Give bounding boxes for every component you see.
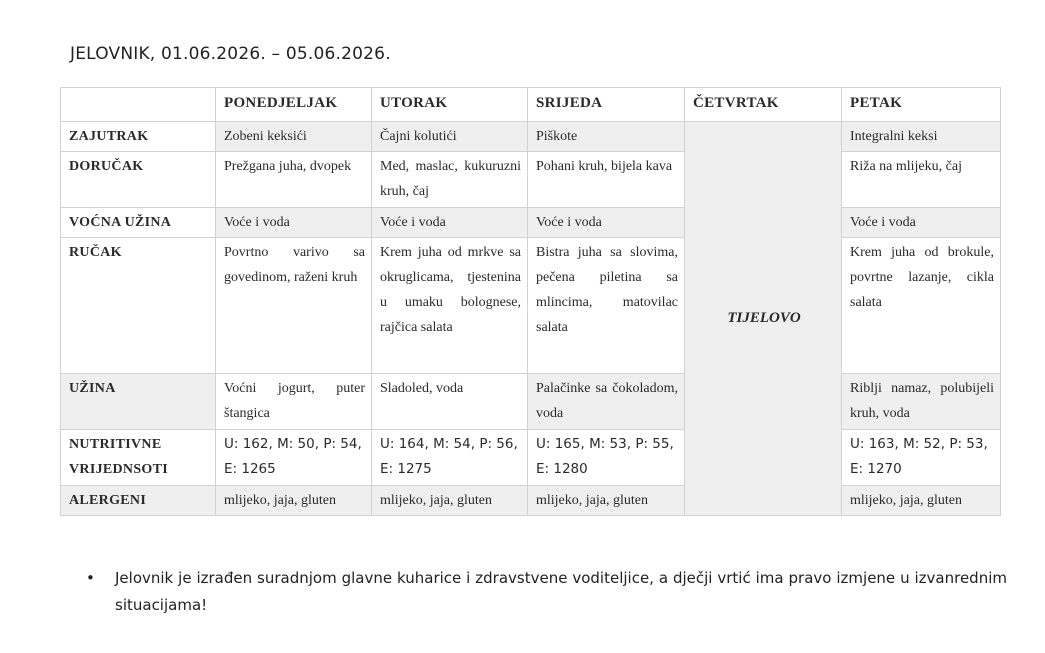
row-vocna-uzina: [61, 208, 1001, 238]
row-label: RUČAK: [61, 238, 216, 374]
row-nutritivne: [61, 430, 1001, 486]
page-title: JELOVNIK, 01.06.2026. – 05.06.2026.: [70, 44, 391, 64]
row-alergeni: [61, 486, 1001, 516]
menu-table: [60, 87, 1001, 516]
row-rucak: [61, 238, 1001, 374]
cell-friday: Krem juha od brokule, povrtne lazanje, cikla salata: [842, 238, 1001, 374]
day-header-monday: PONEDJELJAK: [216, 88, 372, 122]
row-label: DORUČAK: [61, 152, 216, 208]
day-header-friday: PETAK: [842, 88, 1001, 122]
cell-monday: Prežgana juha, dvopek: [216, 152, 372, 208]
cell-friday: U: 163, M: 52, P: 53, E: 1270: [842, 430, 1001, 486]
cell-monday: Voće i voda: [216, 208, 372, 238]
cell-monday: U: 162, M: 50, P: 54, E: 1265: [216, 430, 372, 486]
cell-tuesday: Čajni kolutići: [372, 122, 528, 152]
header-row: [61, 88, 1001, 122]
cell-monday: mlijeko, jaja, gluten: [216, 486, 372, 516]
row-dorucak: [61, 152, 1001, 208]
cell-wednesday: Piškote: [528, 122, 685, 152]
cell-tuesday: Voće i voda: [372, 208, 528, 238]
holiday-cell: TIJELOVO: [685, 122, 842, 516]
cell-friday: mlijeko, jaja, gluten: [842, 486, 1001, 516]
row-label: NUTRITIVNE VRIJEDNSOTI: [61, 430, 216, 486]
row-label: ZAJUTRAK: [61, 122, 216, 152]
footnote-text: Jelovnik je izrađen suradnjom glavne kuharice i zdravstvene voditeljice, a dječji vrtić ima pravo izmjene u izvanrednim situacijama!: [115, 569, 1007, 614]
row-label: VOĆNA UŽINA: [61, 208, 216, 238]
cell-wednesday: U: 165, M: 53, P: 55, E: 1280: [528, 430, 685, 486]
day-header-tuesday: UTORAK: [372, 88, 528, 122]
cell-tuesday: Sladoled, voda: [372, 374, 528, 430]
cell-tuesday: Krem juha od mrkve sa okruglicama, tjestenina u umaku bolognese, rajčica salata: [372, 238, 528, 374]
cell-wednesday: Bistra juha sa slovima, pečena piletina sa mlincima, matovilac salata: [528, 238, 685, 374]
cell-monday: Povrtno varivo sa govedinom, raženi kruh: [216, 238, 372, 374]
cell-wednesday: mlijeko, jaja, gluten: [528, 486, 685, 516]
footnote: [86, 565, 1007, 619]
cell-tuesday: Med, maslac, kukuruzni kruh, čaj: [372, 152, 528, 208]
cell-tuesday: mlijeko, jaja, gluten: [372, 486, 528, 516]
cell-friday: Riža na mlijeku, čaj: [842, 152, 1001, 208]
cell-tuesday: U: 164, M: 54, P: 56, E: 1275: [372, 430, 528, 486]
cell-monday: Zobeni keksići: [216, 122, 372, 152]
cell-monday: Voćni jogurt, puter štangica: [216, 374, 372, 430]
cell-friday: Voće i voda: [842, 208, 1001, 238]
cell-friday: Integralni keksi: [842, 122, 1001, 152]
day-header-wednesday: SRIJEDA: [528, 88, 685, 122]
row-uzina: [61, 374, 1001, 430]
cell-friday: Riblji namaz, polubijeli kruh, voda: [842, 374, 1001, 430]
row-label: UŽINA: [61, 374, 216, 430]
row-label: ALERGENI: [61, 486, 216, 516]
cell-wednesday: Voće i voda: [528, 208, 685, 238]
cell-wednesday: Palačinke sa čokoladom, voda: [528, 374, 685, 430]
corner-cell: [61, 88, 216, 122]
day-header-thursday: ČETVRTAK: [685, 88, 842, 122]
bullet-icon: •: [86, 569, 95, 587]
cell-wednesday: Pohani kruh, bijela kava: [528, 152, 685, 208]
row-zajutrak: [61, 122, 1001, 152]
